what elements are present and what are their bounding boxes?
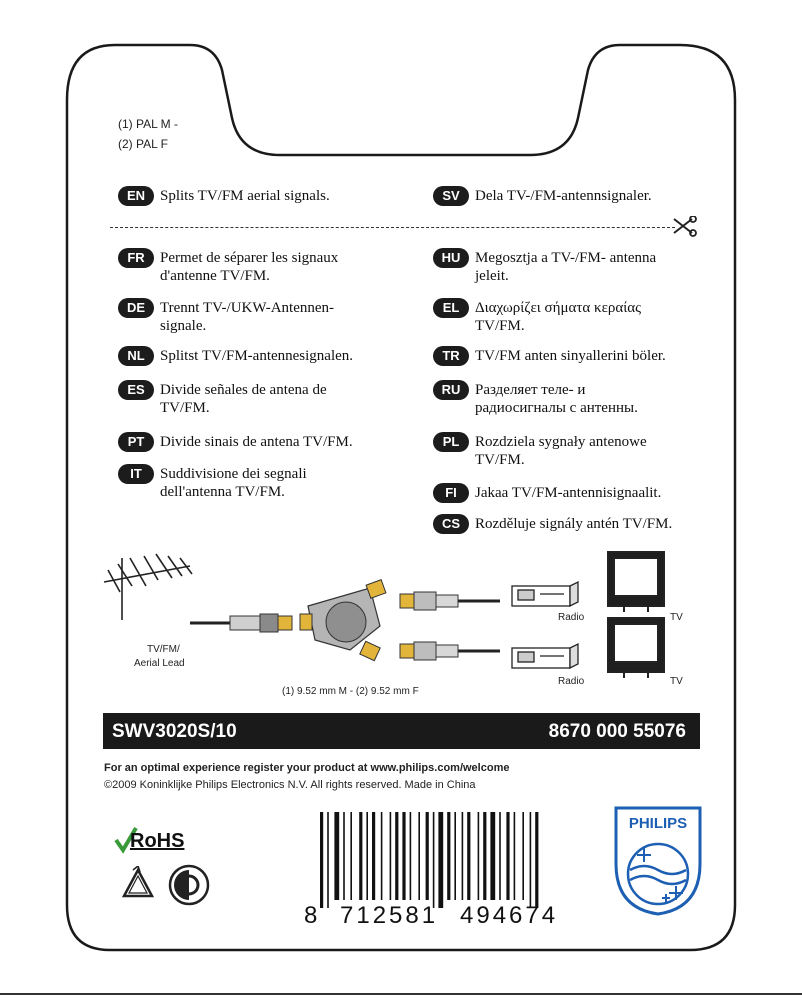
- barcode-bar: [535, 812, 538, 908]
- lang-text: Megosztja a TV-/FM- antenna: [475, 250, 657, 266]
- barcode-first-digit: 8: [304, 902, 318, 926]
- aerial-plug-icon: [190, 614, 292, 632]
- lang-row-pl: [433, 432, 647, 468]
- lang-row-el: [433, 298, 641, 334]
- barcode-bar: [381, 812, 383, 900]
- lang-badge: SV: [433, 186, 469, 206]
- lang-badge: TR: [433, 346, 469, 366]
- barcode-bar: [433, 812, 435, 908]
- lang-text: Rozděluje signály antén TV/FM.: [475, 516, 673, 532]
- register-text: For an optimal experience register your product at www.philips.com/welcome: [104, 762, 510, 774]
- lang-row-tr: [433, 346, 666, 366]
- lang-row-hu: [433, 248, 656, 284]
- barcode-bar: [514, 812, 516, 900]
- aerial-label-1: TV/FM/: [147, 644, 180, 655]
- lang-badge: FI: [433, 483, 469, 503]
- lang-text: TV/FM anten sinyallerini böler.: [475, 348, 666, 364]
- barcode-bar: [343, 812, 345, 900]
- output-plug-bottom-icon: [400, 642, 500, 660]
- lang-text: Dela TV-/FM-antennsignaler.: [475, 188, 652, 204]
- barcode-bar: [438, 812, 443, 908]
- barcode-left-digits: 712581: [340, 902, 439, 926]
- lang-badge: FR: [118, 248, 154, 268]
- barcode-bar: [483, 812, 486, 900]
- page-bottom-rule: [0, 993, 802, 995]
- barcode-bar: [320, 812, 323, 908]
- lang-row-pt: [118, 432, 353, 452]
- lang-row-nl: [118, 346, 353, 366]
- lang-text: jeleit.: [475, 268, 509, 284]
- tv-label: TV: [670, 612, 683, 623]
- lang-badge: EL: [433, 298, 469, 318]
- barcode-bar: [426, 812, 429, 900]
- lang-text: signale.: [160, 318, 207, 334]
- lang-row-es: [118, 380, 327, 416]
- copyright-text: ©2009 Koninklijke Philips Electronics N.V. All rights reserved. Made in China: [104, 779, 476, 791]
- lang-text: Divide sinais de antena TV/FM.: [160, 434, 353, 450]
- barcode-bar: [372, 812, 375, 900]
- barcode-bar: [402, 812, 405, 900]
- barcode-right-digits: 494674: [460, 902, 559, 926]
- product-code: 8670 000 55076: [548, 721, 686, 742]
- brand-name: PHILIPS: [628, 815, 688, 832]
- lang-row-en: [118, 186, 330, 206]
- barcode: [296, 808, 586, 926]
- output-plug-top-icon: [400, 592, 500, 610]
- philips-shield-logo: [612, 804, 704, 918]
- radio-label: Radio: [558, 676, 585, 687]
- scissors-icon: [672, 216, 698, 238]
- lang-text: Permet de séparer les signaux: [160, 250, 339, 266]
- lang-text: Splits TV/FM aerial signals.: [160, 188, 330, 204]
- connection-diagram: [100, 548, 700, 708]
- barcode-bar: [366, 812, 368, 900]
- lang-row-cs: [433, 514, 672, 534]
- lang-text: Splitst TV/FM-antennesignalen.: [160, 348, 354, 364]
- lang-row-ru: [433, 380, 638, 416]
- pal-note-2: (2) PAL F: [118, 137, 169, 151]
- barcode-bar: [499, 812, 501, 900]
- lang-row-sv: [433, 186, 652, 206]
- radio-label: Radio: [558, 612, 585, 623]
- tv-icon: [608, 618, 664, 678]
- barcode-bar: [350, 812, 352, 900]
- lang-badge: CS: [433, 514, 469, 534]
- barcode-bar: [359, 812, 362, 900]
- product-bar: [103, 713, 700, 749]
- lang-row-de: [118, 298, 334, 334]
- lang-row-it: [118, 464, 307, 500]
- lang-text: радиосигналы с антенны.: [475, 400, 638, 416]
- barcode-bar: [327, 812, 329, 908]
- radio-icon: [512, 644, 578, 668]
- barcode-bar: [418, 812, 420, 900]
- barcode-bar: [410, 812, 412, 900]
- lang-text: Jakaa TV/FM-antennisignaalit.: [475, 485, 662, 501]
- lang-text: Διαχωρίζει σήματα κεραίας: [475, 300, 642, 316]
- lang-text: dell'antenna TV/FM.: [160, 484, 285, 500]
- lang-badge: HU: [433, 248, 469, 268]
- lang-badge: PT: [118, 432, 154, 452]
- barcode-bar: [462, 812, 464, 900]
- aerial-label-2: Aerial Lead: [134, 658, 185, 669]
- barcode-bar: [530, 812, 532, 908]
- lang-text: Rozdziela sygnały antenowe: [475, 434, 647, 450]
- rohs-logo: [114, 826, 204, 858]
- barcode-bar: [506, 812, 509, 900]
- barcode-bar: [467, 812, 470, 900]
- barcode-bar: [447, 812, 450, 900]
- lang-badge: IT: [118, 464, 154, 484]
- recycle-icon: [118, 866, 158, 906]
- barcode-bar: [478, 812, 480, 900]
- pal-note-1: (1) PAL M -: [118, 117, 179, 131]
- lang-text: Разделяет теле- и: [475, 382, 586, 398]
- barcode-bar: [390, 812, 392, 900]
- lang-badge: DE: [118, 298, 154, 318]
- lang-badge: EN: [118, 186, 154, 206]
- lang-row-fi: [433, 483, 661, 503]
- lang-text: Trennt TV-/UKW-Antennen-: [160, 300, 335, 316]
- lang-text: d'antenne TV/FM.: [160, 268, 270, 284]
- model-number: SWV3020S/10: [112, 721, 237, 742]
- barcode-bar: [522, 812, 524, 900]
- tv-label: TV: [670, 676, 683, 687]
- lang-badge: NL: [118, 346, 154, 366]
- lang-text: TV/FM.: [475, 318, 525, 334]
- radio-icon: [512, 582, 578, 606]
- aerial-antenna-icon: [104, 554, 192, 620]
- barcode-bar: [395, 812, 398, 900]
- splitter-icon: [300, 580, 386, 661]
- rohs-text: RoHS: [130, 830, 185, 852]
- lang-text: Suddivisione dei segnali: [160, 466, 307, 482]
- lang-row-fr: [118, 248, 338, 284]
- diagram-caption: (1) 9.52 mm M - (2) 9.52 mm F: [282, 686, 419, 697]
- lang-text: TV/FM.: [475, 452, 525, 468]
- cut-line: [110, 227, 675, 228]
- barcode-bar: [490, 812, 495, 900]
- green-dot-icon: [168, 864, 210, 906]
- lang-badge: ES: [118, 380, 154, 400]
- lang-text: TV/FM.: [160, 400, 210, 416]
- lang-badge: PL: [433, 432, 469, 452]
- tv-icon: [608, 552, 664, 612]
- lang-text: Divide señales de antena de: [160, 382, 327, 398]
- lang-badge: RU: [433, 380, 469, 400]
- barcode-bar: [334, 812, 339, 900]
- barcode-bar: [454, 812, 456, 900]
